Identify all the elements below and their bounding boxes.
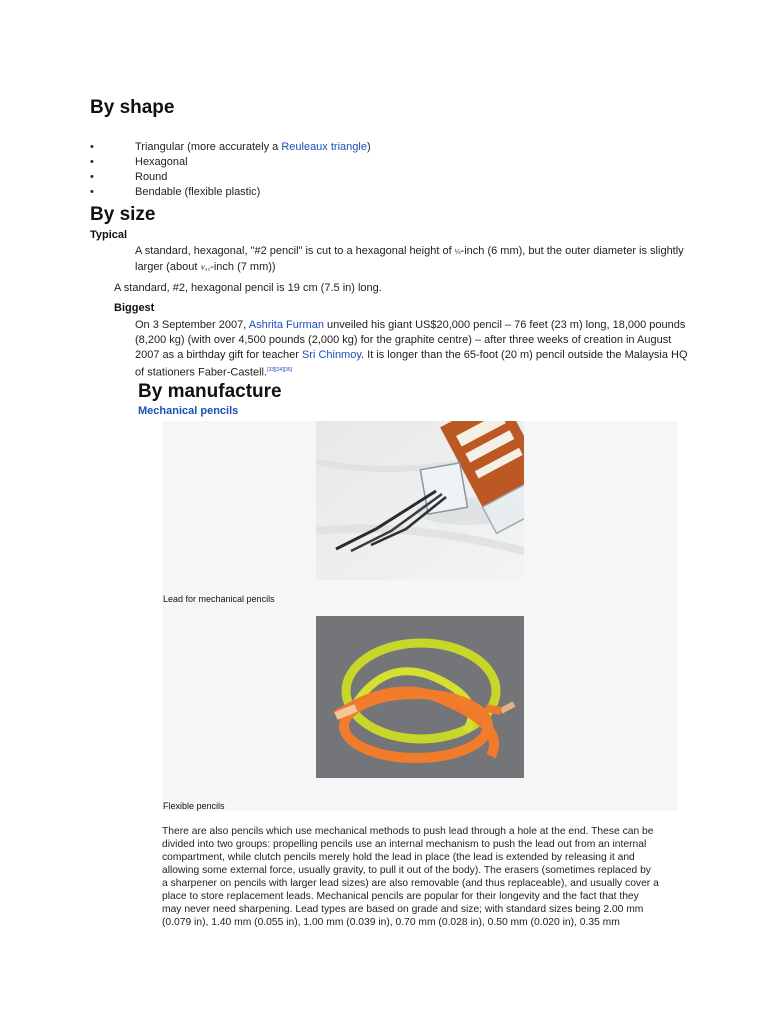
typical-text-line2: larger (about [135,261,201,273]
bullet: • [90,141,94,153]
lead-photo[interactable] [316,421,524,580]
body-line: a sharpener on pencils with larger lead sizes) are also removable (and thus replaceable), and usually cover a [162,878,659,889]
biggest-text-line3: 2007 as a birthday gift for teacher [135,349,302,361]
link-reuleaux-triangle[interactable]: Reuleaux triangle [281,141,367,153]
flexible-pencils-image [316,616,524,778]
link-ashrita-furman[interactable]: Ashrita Furman [248,319,324,331]
heading-by-shape: By shape [90,97,175,118]
subheading-biggest: Biggest [114,302,155,314]
biggest-text-cont: unveiled his giant US$20,000 pencil – 76 feet (23 m) long, 18,000 pounds [323,319,686,331]
heading-by-size: By size [90,204,156,225]
list-item-text: Hexagonal [135,156,188,168]
standard-pencil-text: A standard, #2, hexagonal pencil is 19 cm (7.5 in) long. [114,282,382,294]
list-item-text: Bendable (flexible plastic) [135,186,261,198]
body-line: There are also pencils which use mechanical methods to push lead through a hole at the end. These can be [162,826,654,837]
bullet: • [90,171,94,183]
biggest-line-2: (8,200 kg) (with over 4,500 pounds (2,000 kg) for the graphite centre) – after three weeks of creation in August [135,334,672,346]
list-item-text: Triangular (more accurately a [135,141,282,153]
caption-lead: Lead for mechanical pencils [163,594,275,604]
biggest-text-line3-end: . It is longer than the 65-foot (20 m) pencil outside the Malaysia HQ [361,349,688,361]
body-line: (0.079 in), 1.40 mm (0.055 in), 1.00 mm (0.039 in), 0.70 mm (0.028 in), 0.50 mm (0.020 in), 0.35 mm [162,917,620,928]
biggest-paragraph [135,318,688,381]
typical-paragraph [135,244,684,276]
heading-by-manufacture: By manufacture [138,381,282,402]
biggest-text-line4: of stationers Faber-Castell. [135,366,268,379]
typical-text: A standard, hexagonal, "#2 pencil" is cut to a hexagonal height of [135,245,455,257]
list-item-suffix: ) [366,141,371,153]
typical-text-cont: -inch (6 mm), but the outer diameter is slightly [460,245,684,257]
biggest-text: On 3 September 2007, [135,319,249,331]
list-item-text: Round [135,171,168,183]
subheading-typical: Typical [90,229,128,241]
body-line: allowing some external force, usually gravity, to pull it out of the body). The erasers (sometimes replaced by [162,865,651,876]
bullet: • [90,156,94,168]
caption-flexible: Flexible pencils [163,801,225,811]
fraction-nine-32: ⁹⁄₃₂ [200,265,211,272]
typical-text-line2-end: -inch (7 mm)) [210,261,276,273]
fraction-quarter: ¼ [454,249,461,256]
body-line: place to store replacement leads. Mechanical pencils are popular for their longevity and the fact that they [162,891,639,902]
body-line: divided into two groups: propelling pencils use an internal mechanism to push the lead out from an internal [162,839,647,850]
flexible-pencils-photo[interactable] [316,616,524,778]
body-line: may never need sharpening. Lead types are based on grade and size; with standard sizes being 2.00 mm [162,904,644,915]
body-line: compartment, while clutch pencils merely hold the lead in place (the lead is extended by releasing it and [162,852,635,863]
lead-photo-image [316,421,524,580]
link-sri-chinmoy[interactable]: Sri Chinmoy [301,349,362,361]
bullet: • [90,186,94,198]
link-mechanical-pencils[interactable]: Mechanical pencils [138,405,239,417]
mechanical-body [162,825,682,929]
citation-links[interactable]: [33][34][35] [267,367,293,373]
